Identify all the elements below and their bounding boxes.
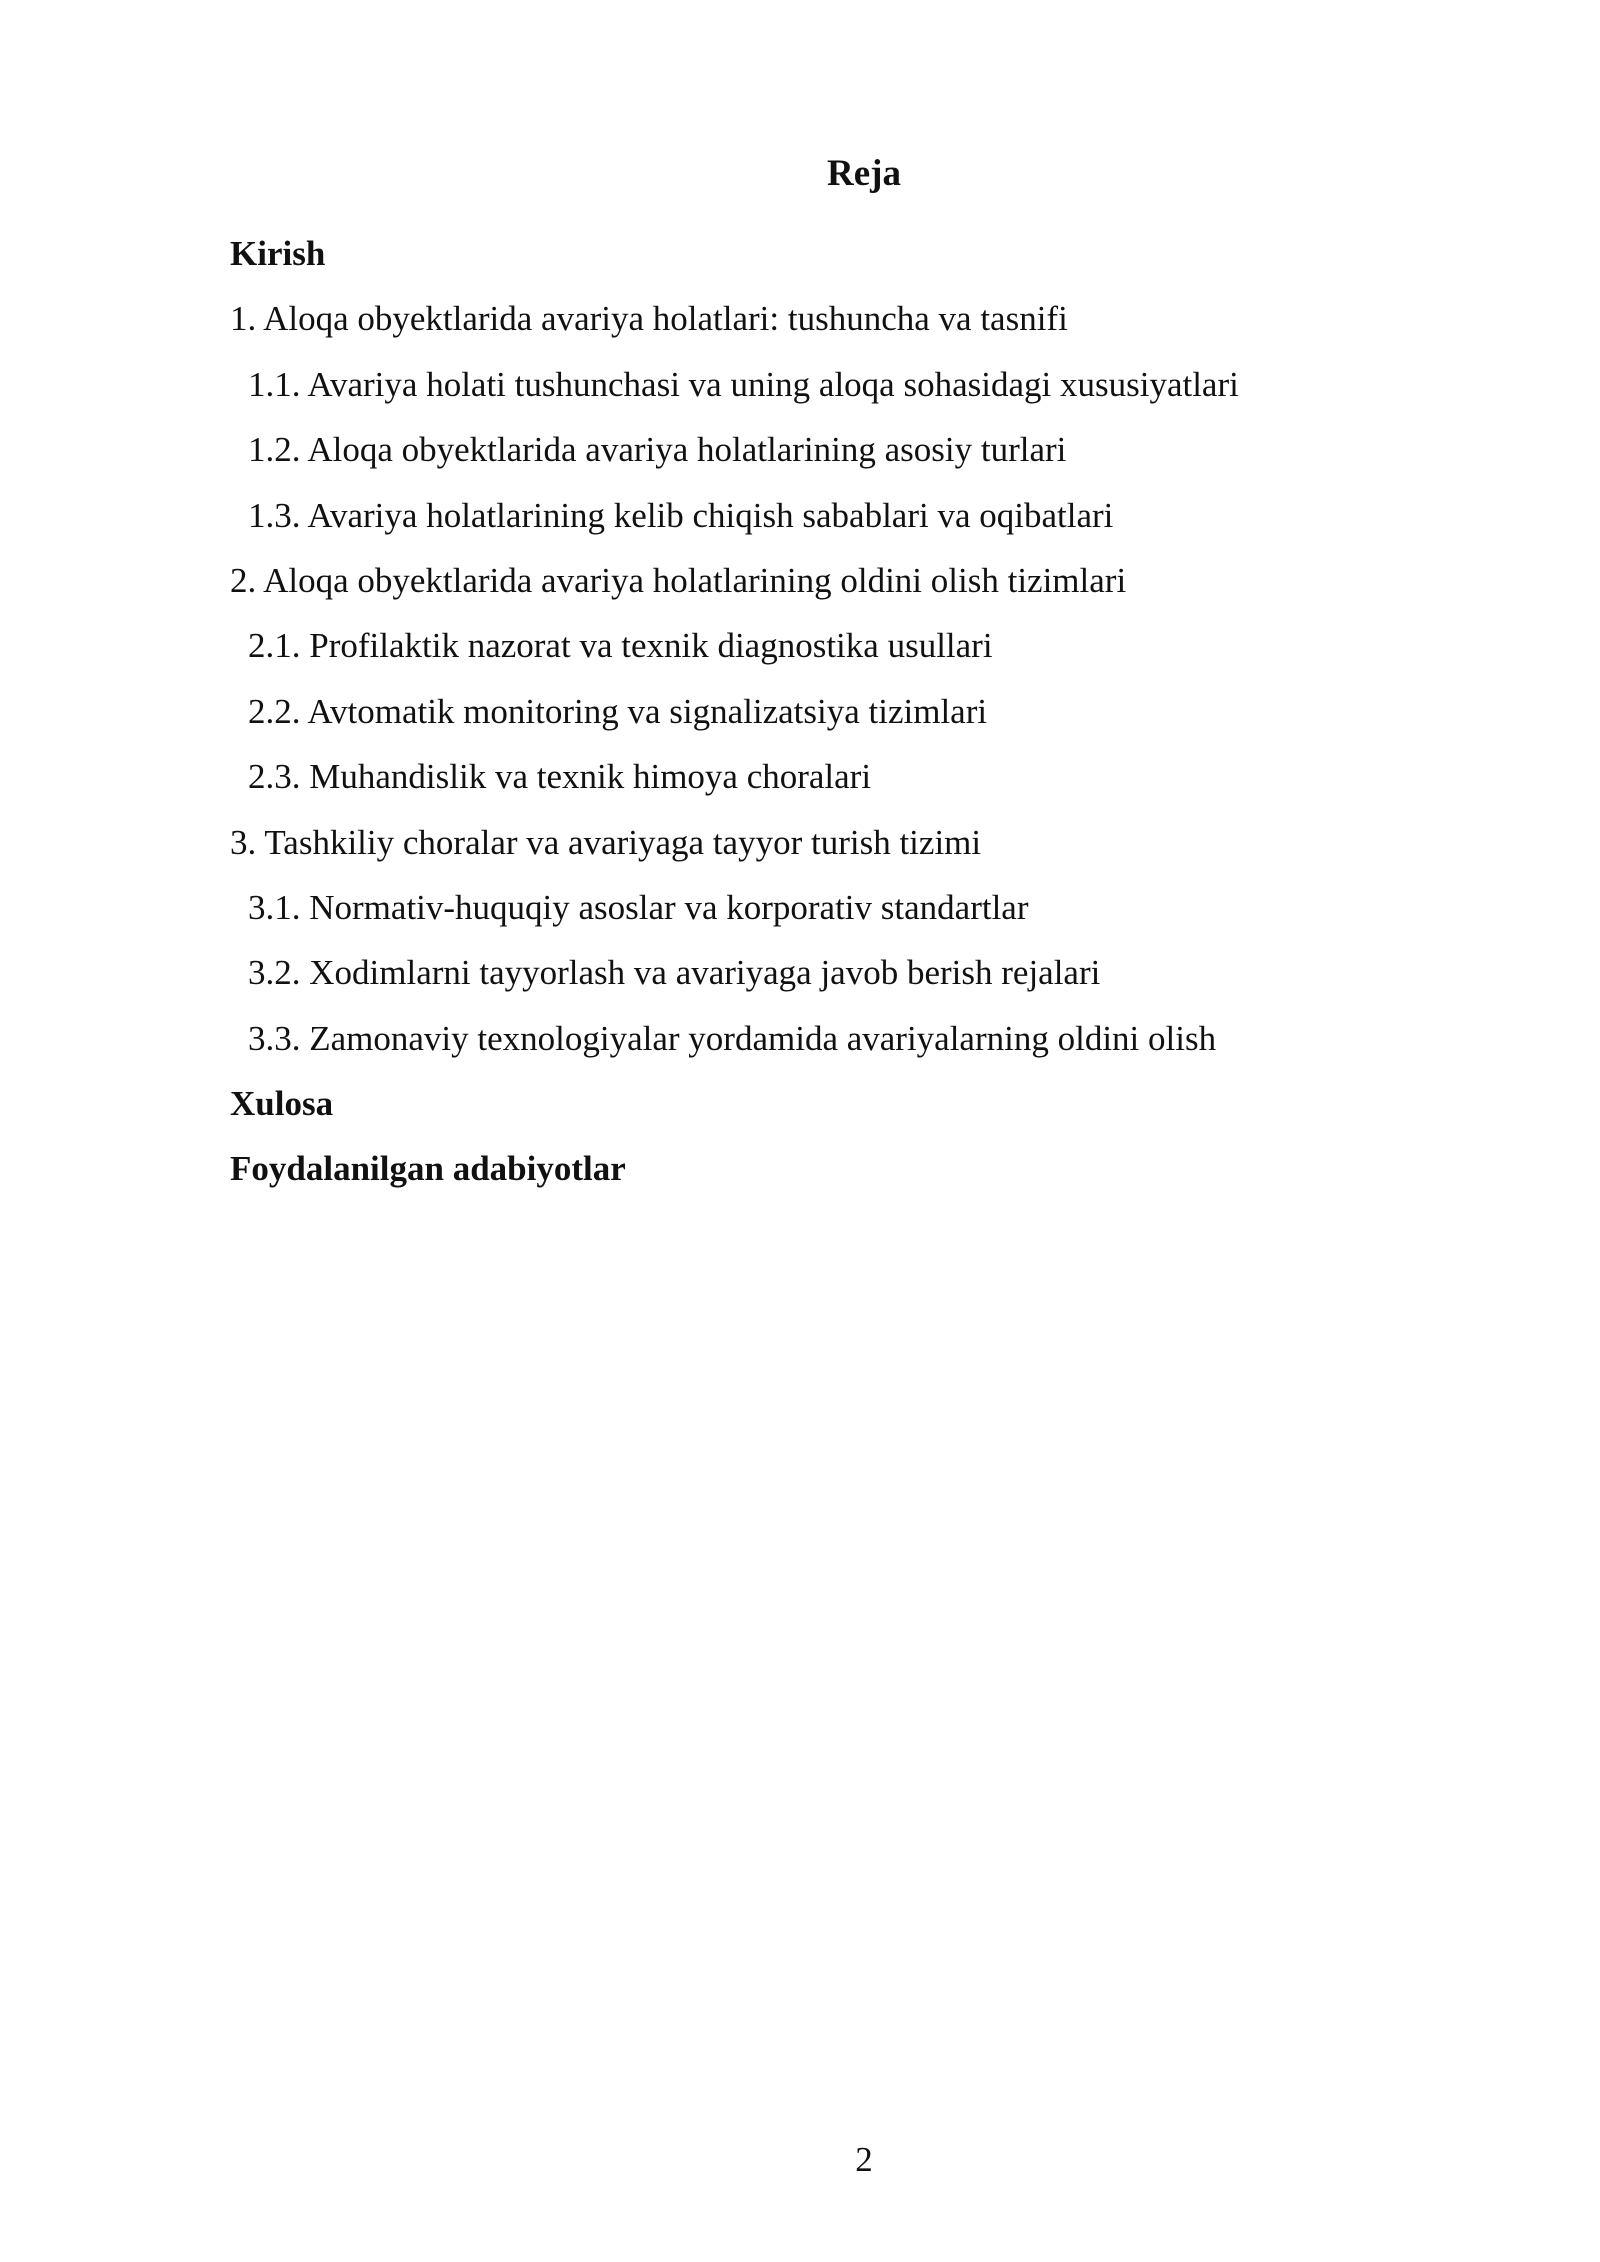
toc-section-1-3: 1.3. Avariya holatlarining kelib chiqish sabablari va oqibatlari	[248, 495, 1114, 535]
toc-heading-conclusion: Xulosa	[230, 1084, 334, 1124]
table-of-contents	[230, 228, 1480, 1209]
toc-section-1-1: 1.1. Avariya holati tushunchasi va uning aloqa sohasidagi xususiyatlari	[248, 364, 1239, 404]
toc-section-1-2: 1.2. Aloqa obyektlarida avariya holatlarining asosiy turlari	[248, 430, 1067, 470]
toc-section-3-2: 3.2. Xodimlarni tayyorlash va avariyaga javob berish rejalari	[248, 953, 1101, 993]
toc-heading-introduction: Kirish	[230, 234, 326, 273]
toc-section-2-2: 2.2. Avtomatik monitoring va signalizatsiya tizimlari	[248, 691, 988, 731]
page-number: 2	[855, 2140, 873, 2179]
page-title: Reja	[827, 153, 901, 194]
toc-heading-references: Foydalanilgan adabiyotlar	[230, 1149, 626, 1189]
toc-section-2-3: 2.3. Muhandislik va texnik himoya choralari	[248, 757, 872, 797]
toc-chapter-1: 1. Aloqa obyektlarida avariya holatlari: tushuncha va tasnifi	[230, 299, 1068, 339]
toc-chapter-3: 3. Tashkiliy choralar va avariyaga tayyor turish tizimi	[230, 822, 982, 862]
toc-section-2-1: 2.1. Profilaktik nazorat va texnik diagnostika usullari	[248, 626, 993, 666]
toc-section-3-1: 3.1. Normativ-huquqiy asoslar va korporativ standartlar	[248, 887, 1029, 927]
toc-section-3-3: 3.3. Zamonaviy texnologiyalar yordamida avariyalarning oldini olish	[248, 1018, 1217, 1058]
toc-chapter-2: 2. Aloqa obyektlarida avariya holatlarining oldini olish tizimlari	[230, 560, 1127, 600]
